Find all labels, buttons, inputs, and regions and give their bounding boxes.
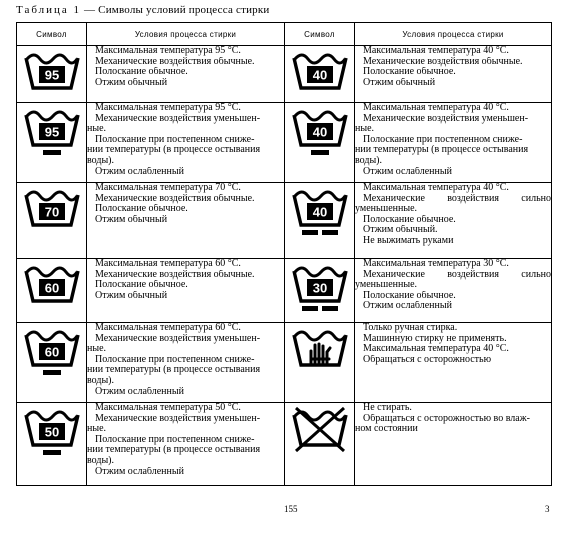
condition-line: Механические воздействия обычные. xyxy=(363,56,523,67)
water-wave xyxy=(27,192,77,200)
condition-line: Отжим обычный. xyxy=(363,225,438,236)
symbol-cell xyxy=(17,103,87,183)
condition-line: Полоскание при постепенном сниже- xyxy=(95,354,255,365)
water-wave xyxy=(295,112,345,120)
conditions-cell xyxy=(355,46,552,103)
symbol-cell xyxy=(285,323,355,403)
condition-line: Полоскание при постепенном сниже- xyxy=(363,134,523,145)
condition-line: Максимальная температура 40 °С. xyxy=(363,183,509,193)
hand-wash-icon xyxy=(290,323,350,379)
water-wave xyxy=(295,192,345,200)
condition-line: Обращаться с осторожностью xyxy=(363,354,492,365)
condition-line: Максимальная температура 50 °С. xyxy=(95,403,241,413)
condition-line: Отжим обычный xyxy=(95,290,168,301)
temperature-label: 40 xyxy=(312,67,327,83)
wash-tub-icon xyxy=(22,183,82,239)
condition-line: Отжим ослабленный xyxy=(95,386,184,397)
water-wave xyxy=(295,332,345,340)
condition-line: Полоскание обычное. xyxy=(363,214,456,225)
condition-line: нии температуры (в процессе остывания xyxy=(87,445,261,456)
conditions-cell xyxy=(355,259,552,323)
do-not-wash-icon xyxy=(290,403,350,459)
condition-line: Механические воздействия уменьшен- xyxy=(363,113,529,124)
condition-line: Не стирать. xyxy=(363,403,412,413)
conditions-cell xyxy=(355,183,552,259)
conditions-cell xyxy=(87,259,285,323)
symbol-cell xyxy=(285,403,355,486)
water-wave xyxy=(27,268,77,276)
wash-tub-icon xyxy=(290,103,350,159)
header-symbol-left: Символ xyxy=(17,23,87,46)
condition-line: Максимальная температура 95 °С. xyxy=(95,46,241,56)
condition-line: Только ручная стирка. xyxy=(363,323,458,333)
water-wave xyxy=(295,55,345,63)
conditions-cell xyxy=(87,46,285,103)
symbol-cell xyxy=(285,46,355,103)
condition-line: Механические воздействия обычные. xyxy=(95,269,255,280)
symbol-cell xyxy=(17,46,87,103)
condition-line: Механические воздействия уменьшен- xyxy=(95,413,261,424)
gentle-bar xyxy=(43,150,61,155)
temperature-label: 30 xyxy=(312,280,327,296)
wash-tub-icon xyxy=(22,103,82,159)
condition-line: Механические воздействия сильно xyxy=(363,193,551,204)
wash-tub-icon xyxy=(290,46,350,102)
conditions-cell xyxy=(87,403,285,486)
caption-dash: — xyxy=(84,4,96,16)
condition-line: Обращаться с осторожностью во влаж- xyxy=(363,413,530,424)
condition-line: Полоскание обычное. xyxy=(95,204,188,215)
condition-line: ные. xyxy=(87,344,107,355)
condition-line: Максимальная температура 40 °С. xyxy=(363,344,509,355)
condition-line: воды). xyxy=(87,455,115,466)
table-caption xyxy=(16,4,270,16)
condition-line: Полоскание обычное. xyxy=(363,290,456,301)
gentle-bar xyxy=(43,450,61,455)
condition-line: Максимальная температура 70 °С. xyxy=(95,183,241,193)
condition-line: Максимальная температура 30 °С. xyxy=(363,259,509,269)
wash-tub-icon xyxy=(22,323,82,379)
condition-line: Машинную стирку не применять. xyxy=(363,333,507,344)
condition-line: Механические воздействия обычные. xyxy=(95,193,255,204)
condition-line: Максимальная температура 95 °С. xyxy=(95,103,241,113)
conditions-cell xyxy=(87,103,285,183)
condition-line: Максимальная температура 40 °С. xyxy=(363,103,509,113)
condition-line: ные. xyxy=(355,124,375,135)
temperature-label: 60 xyxy=(44,280,59,296)
condition-line: уменьшенные. xyxy=(355,204,418,215)
temperature-label: 95 xyxy=(44,124,59,140)
condition-line: воды). xyxy=(355,155,383,166)
condition-line: ные. xyxy=(87,124,107,135)
condition-line: нии температуры (в процессе остывания xyxy=(87,365,261,376)
condition-line: Механические воздействия уменьшен- xyxy=(95,333,261,344)
condition-line: Полоскание обычное. xyxy=(95,280,188,291)
page-corner-number: 3 xyxy=(545,504,550,514)
condition-line: нии температуры (в процессе остывания xyxy=(355,145,529,156)
temperature-label: 60 xyxy=(44,344,59,360)
condition-line: Отжим ослабленный xyxy=(363,301,452,312)
condition-line: Не выжимать руками xyxy=(363,235,454,246)
table-row xyxy=(17,46,552,103)
table-row xyxy=(17,323,552,403)
condition-line: Механические воздействия обычные. xyxy=(95,56,255,67)
condition-line: Отжим ослабленный xyxy=(363,166,452,177)
table-row xyxy=(17,403,552,486)
table-row xyxy=(17,259,552,323)
condition-line: Отжим обычный xyxy=(95,214,168,225)
temperature-label: 40 xyxy=(312,124,327,140)
conditions-cell xyxy=(87,323,285,403)
condition-line: Полоскание обычное. xyxy=(363,67,456,78)
very-gentle-bar xyxy=(322,230,338,235)
condition-line: Полоскание при постепенном сниже- xyxy=(95,434,255,445)
condition-line: Отжим обычный xyxy=(95,77,168,88)
table-row xyxy=(17,103,552,183)
condition-line: Механические воздействия уменьшен- xyxy=(95,113,261,124)
symbol-cell xyxy=(285,103,355,183)
condition-line: воды). xyxy=(87,155,115,166)
condition-line: Отжим обычный xyxy=(363,77,436,88)
condition-line: ные. xyxy=(87,424,107,435)
wash-symbols-table xyxy=(16,22,552,486)
symbol-cell xyxy=(17,183,87,259)
condition-line: Полоскание обычное. xyxy=(95,67,188,78)
gentle-bar xyxy=(311,150,329,155)
temperature-label: 95 xyxy=(44,67,59,83)
wash-tub-icon xyxy=(22,259,82,315)
condition-line: воды). xyxy=(87,375,115,386)
condition-line: Отжим ослабленный xyxy=(95,166,184,177)
water-wave xyxy=(27,112,77,120)
wash-tub-icon xyxy=(290,259,350,315)
gentle-bar xyxy=(43,370,61,375)
water-wave xyxy=(27,55,77,63)
water-wave xyxy=(295,268,345,276)
conditions-cell xyxy=(355,103,552,183)
condition-line: уменьшенные. xyxy=(355,280,418,291)
symbol-cell xyxy=(17,259,87,323)
very-gentle-bar xyxy=(302,306,318,311)
symbol-cell xyxy=(17,403,87,486)
water-wave xyxy=(27,332,77,340)
hand-shape xyxy=(311,344,330,363)
water-wave xyxy=(27,412,77,420)
symbol-cell xyxy=(17,323,87,403)
very-gentle-bar xyxy=(302,230,318,235)
condition-line: Механические воздействия сильно xyxy=(363,269,551,280)
condition-line: Отжим ослабленный xyxy=(95,466,184,477)
condition-line: Максимальная температура 40 °С. xyxy=(363,46,509,56)
temperature-label: 50 xyxy=(44,424,59,440)
conditions-cell xyxy=(87,183,285,259)
header-row xyxy=(17,23,552,46)
header-conditions-right: Условия процесса стирки xyxy=(355,23,552,46)
wash-tub-icon xyxy=(22,403,82,459)
conditions-cell xyxy=(355,403,552,486)
page-number: 155 xyxy=(284,504,298,514)
caption-prefix: Таблица 1 xyxy=(16,4,82,16)
table-row xyxy=(17,183,552,259)
temperature-label: 40 xyxy=(312,204,327,220)
condition-line: ном состоянии xyxy=(355,424,418,435)
condition-line: нии температуры (в процессе остывания xyxy=(87,145,261,156)
header-conditions-left: Условия процесса стирки xyxy=(87,23,285,46)
condition-line: Максимальная температура 60 °С. xyxy=(95,323,241,333)
condition-line: Полоскание при постепенном сниже- xyxy=(95,134,255,145)
caption-title: Символы условий процесса стирки xyxy=(98,4,270,16)
temperature-label: 70 xyxy=(44,204,59,220)
symbol-cell xyxy=(285,259,355,323)
wash-tub-icon xyxy=(22,46,82,102)
conditions-cell xyxy=(355,323,552,403)
header-symbol-right: Символ xyxy=(285,23,355,46)
symbol-cell xyxy=(285,183,355,259)
wash-tub-icon xyxy=(290,183,350,239)
very-gentle-bar xyxy=(322,306,338,311)
condition-line: Максимальная температура 60 °С. xyxy=(95,259,241,269)
